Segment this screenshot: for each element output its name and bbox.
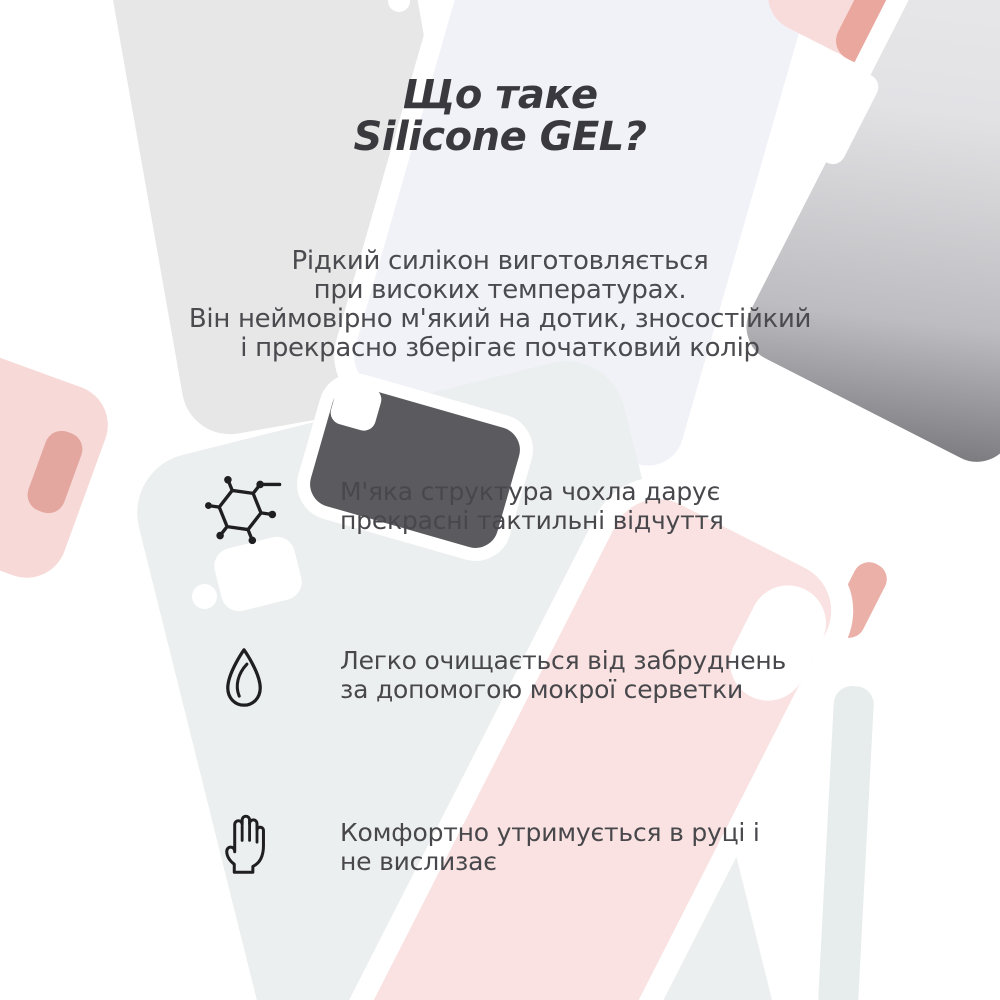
feature-line: не вислизає bbox=[340, 847, 497, 876]
feature-line: М'яка структура чохла дарує bbox=[340, 477, 721, 506]
feature-text-comfort-grip bbox=[340, 818, 760, 876]
water-drop-icon bbox=[196, 645, 292, 710]
feature-line: прекрасні тактильні відчуття bbox=[340, 506, 724, 535]
feature-line: за допомогою мокрої серветки bbox=[340, 675, 744, 704]
molecule-icon bbox=[196, 466, 292, 554]
hand-icon bbox=[196, 808, 292, 878]
page-title-line-1: Що таке bbox=[402, 72, 598, 118]
feature-line: Легко очищається від забруднень bbox=[340, 646, 787, 675]
feature-text-soft-structure bbox=[340, 477, 724, 535]
feature-text-easy-clean bbox=[340, 646, 786, 704]
feature-line: Комфортно утримується в руці і bbox=[340, 818, 760, 847]
intro-line: Він неймовірно м'який на дотик, зносостійкий bbox=[188, 304, 812, 334]
intro-line: при високих температурах. bbox=[313, 275, 687, 305]
intro-paragraph bbox=[0, 247, 1000, 363]
intro-line: і прекрасно зберігає початковий колір bbox=[240, 333, 760, 363]
page-title-line-2: Silicone GEL? bbox=[353, 114, 647, 160]
intro-line: Рідкий силікон виготовляється bbox=[291, 246, 709, 276]
page-title bbox=[0, 74, 1000, 158]
